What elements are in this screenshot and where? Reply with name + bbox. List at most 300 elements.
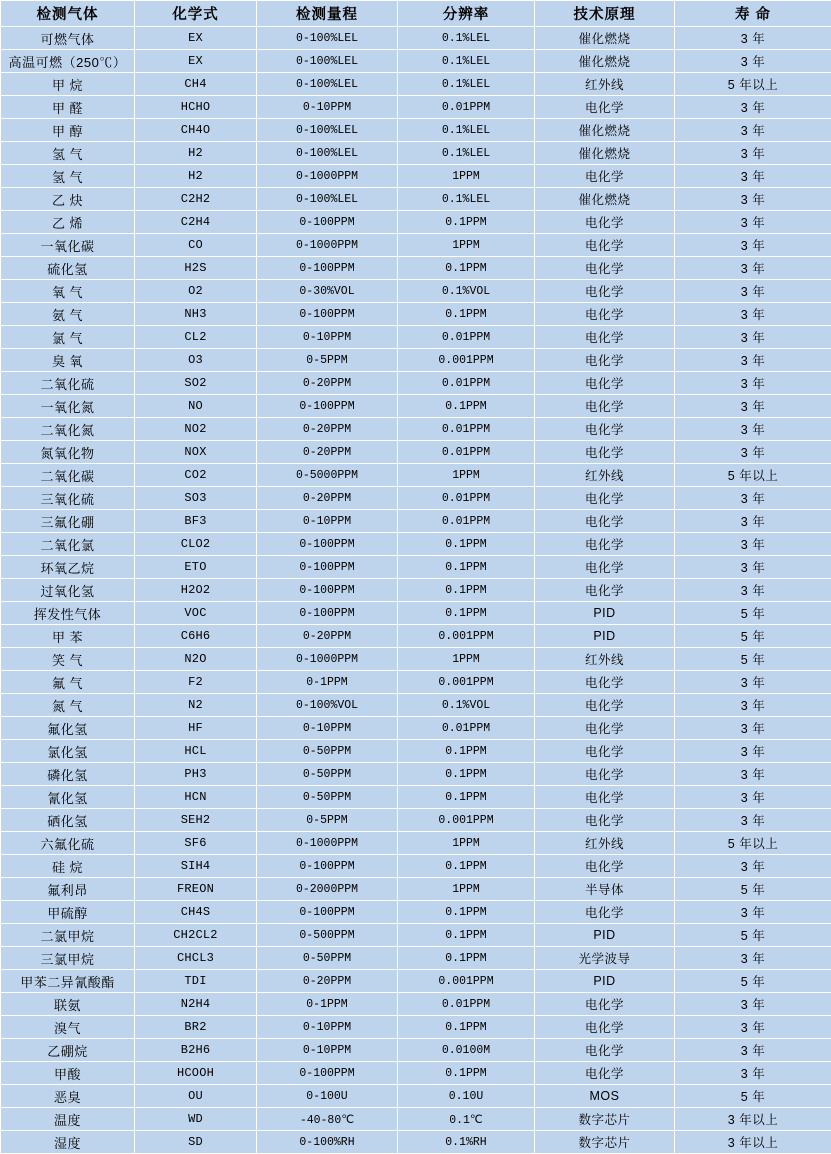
cell-resolution: 1PPM — [398, 234, 535, 257]
cell-gas: 硫化氢 — [1, 257, 135, 280]
cell-principle: MOS — [535, 1085, 675, 1108]
cell-lifetime: 3 年 — [675, 211, 831, 234]
cell-gas: 甲 醛 — [1, 96, 135, 119]
cell-gas: 一氧化氮 — [1, 395, 135, 418]
cell-formula: N2 — [135, 694, 257, 717]
table-row — [1, 487, 831, 510]
cell-formula: CL2 — [135, 326, 257, 349]
table-row — [1, 855, 831, 878]
cell-gas: 过氧化氢 — [1, 579, 135, 602]
cell-principle: 红外线 — [535, 832, 675, 855]
cell-formula: SF6 — [135, 832, 257, 855]
table-row — [1, 1085, 831, 1108]
cell-formula: C2H4 — [135, 211, 257, 234]
cell-gas: 甲 醇 — [1, 119, 135, 142]
cell-resolution: 0.1PPM — [398, 533, 535, 556]
cell-formula: HCN — [135, 786, 257, 809]
table-row — [1, 372, 831, 395]
cell-resolution: 0.1PPM — [398, 303, 535, 326]
table-row — [1, 73, 831, 96]
cell-lifetime: 5 年 — [675, 648, 831, 671]
cell-formula: CH4 — [135, 73, 257, 96]
cell-resolution: 0.1PPM — [398, 763, 535, 786]
cell-resolution: 0.1PPM — [398, 211, 535, 234]
cell-lifetime: 3 年 — [675, 349, 831, 372]
cell-resolution: 1PPM — [398, 464, 535, 487]
cell-range: 0-50PPM — [257, 786, 398, 809]
cell-formula: EX — [135, 27, 257, 50]
cell-gas: 二氧化硫 — [1, 372, 135, 395]
cell-resolution: 0.001PPM — [398, 671, 535, 694]
cell-resolution: 0.1%LEL — [398, 188, 535, 211]
cell-formula: H2O2 — [135, 579, 257, 602]
cell-range: 0-100PPM — [257, 257, 398, 280]
cell-lifetime: 3 年 — [675, 119, 831, 142]
cell-formula: HF — [135, 717, 257, 740]
cell-range: 0-5PPM — [257, 809, 398, 832]
cell-range: 0-100PPM — [257, 395, 398, 418]
cell-resolution: 0.01PPM — [398, 418, 535, 441]
table-header — [1, 1, 831, 27]
cell-principle: 电化学 — [535, 533, 675, 556]
cell-formula: C6H6 — [135, 625, 257, 648]
cell-formula: OU — [135, 1085, 257, 1108]
cell-gas: 氰化氢 — [1, 786, 135, 809]
cell-principle: 电化学 — [535, 809, 675, 832]
table-row — [1, 625, 831, 648]
cell-resolution: 0.1PPM — [398, 257, 535, 280]
cell-formula: NOX — [135, 441, 257, 464]
cell-range: 0-100PPM — [257, 556, 398, 579]
cell-formula: EX — [135, 50, 257, 73]
cell-principle: 电化学 — [535, 418, 675, 441]
table-row — [1, 1131, 831, 1154]
cell-range: 0-5000PPM — [257, 464, 398, 487]
cell-resolution: 0.1%LEL — [398, 142, 535, 165]
cell-lifetime: 3 年 — [675, 1062, 831, 1085]
table-row — [1, 602, 831, 625]
cell-lifetime: 5 年 — [675, 1085, 831, 1108]
cell-lifetime: 3 年 — [675, 1039, 831, 1062]
cell-principle: 电化学 — [535, 280, 675, 303]
cell-gas: 三氧化硫 — [1, 487, 135, 510]
table-header-row — [1, 1, 831, 27]
cell-principle: 催化燃烧 — [535, 188, 675, 211]
cell-gas: 温度 — [1, 1108, 135, 1131]
cell-gas: 氮氧化物 — [1, 441, 135, 464]
table-row — [1, 510, 831, 533]
cell-formula: BF3 — [135, 510, 257, 533]
cell-principle: 数字芯片 — [535, 1131, 675, 1154]
table-row — [1, 947, 831, 970]
cell-principle: 电化学 — [535, 579, 675, 602]
cell-principle: 半导体 — [535, 878, 675, 901]
cell-formula: NO — [135, 395, 257, 418]
cell-resolution: 0.1PPM — [398, 395, 535, 418]
cell-range: 0-100PPM — [257, 579, 398, 602]
cell-resolution: 0.1%LEL — [398, 50, 535, 73]
cell-resolution: 0.1%LEL — [398, 27, 535, 50]
cell-resolution: 0.001PPM — [398, 809, 535, 832]
cell-lifetime: 3 年 — [675, 579, 831, 602]
cell-gas: 二氧化氯 — [1, 533, 135, 556]
cell-lifetime: 5 年 — [675, 924, 831, 947]
cell-range: 0-20PPM — [257, 625, 398, 648]
cell-resolution: 0.1PPM — [398, 786, 535, 809]
cell-principle: PID — [535, 970, 675, 993]
cell-principle: 电化学 — [535, 1016, 675, 1039]
cell-formula: NH3 — [135, 303, 257, 326]
table-row — [1, 303, 831, 326]
cell-range: 0-100PPM — [257, 602, 398, 625]
cell-principle: 电化学 — [535, 671, 675, 694]
cell-lifetime: 3 年以上 — [675, 1108, 831, 1131]
cell-principle: PID — [535, 924, 675, 947]
cell-resolution: 0.0100M — [398, 1039, 535, 1062]
cell-range: 0-30%VOL — [257, 280, 398, 303]
cell-principle: 电化学 — [535, 372, 675, 395]
cell-principle: 红外线 — [535, 648, 675, 671]
cell-formula: WD — [135, 1108, 257, 1131]
cell-lifetime: 5 年 — [675, 602, 831, 625]
cell-principle: 数字芯片 — [535, 1108, 675, 1131]
cell-range: 0-20PPM — [257, 372, 398, 395]
cell-resolution: 0.01PPM — [398, 510, 535, 533]
cell-formula: F2 — [135, 671, 257, 694]
cell-gas: 硒化氢 — [1, 809, 135, 832]
cell-gas: 挥发性气体 — [1, 602, 135, 625]
cell-principle: 催化燃烧 — [535, 142, 675, 165]
cell-principle: 电化学 — [535, 234, 675, 257]
cell-range: 0-1PPM — [257, 993, 398, 1016]
cell-gas: 氟利昂 — [1, 878, 135, 901]
cell-formula: CH2CL2 — [135, 924, 257, 947]
cell-principle: 电化学 — [535, 349, 675, 372]
cell-range: -40-80℃ — [257, 1108, 398, 1131]
cell-range: 0-100%LEL — [257, 142, 398, 165]
table-row — [1, 326, 831, 349]
cell-range: 0-10PPM — [257, 1016, 398, 1039]
cell-lifetime: 5 年以上 — [675, 73, 831, 96]
table-row — [1, 579, 831, 602]
cell-resolution: 0.001PPM — [398, 349, 535, 372]
cell-formula: HCOOH — [135, 1062, 257, 1085]
cell-formula: HCL — [135, 740, 257, 763]
table-row — [1, 740, 831, 763]
cell-principle: 电化学 — [535, 1062, 675, 1085]
cell-resolution: 0.1PPM — [398, 1016, 535, 1039]
cell-formula: N2O — [135, 648, 257, 671]
table-row — [1, 165, 831, 188]
cell-lifetime: 3 年 — [675, 326, 831, 349]
cell-lifetime: 3 年 — [675, 487, 831, 510]
cell-range: 0-10PPM — [257, 510, 398, 533]
cell-formula: BR2 — [135, 1016, 257, 1039]
table-row — [1, 694, 831, 717]
cell-gas: 氧 气 — [1, 280, 135, 303]
cell-resolution: 0.10U — [398, 1085, 535, 1108]
cell-gas: 溴气 — [1, 1016, 135, 1039]
table-row — [1, 234, 831, 257]
cell-range: 0-100%LEL — [257, 73, 398, 96]
table-row — [1, 349, 831, 372]
cell-lifetime: 3 年 — [675, 510, 831, 533]
cell-lifetime: 3 年 — [675, 993, 831, 1016]
cell-range: 0-5PPM — [257, 349, 398, 372]
cell-gas: 硅 烷 — [1, 855, 135, 878]
table-row — [1, 257, 831, 280]
cell-range: 0-50PPM — [257, 763, 398, 786]
cell-principle: 电化学 — [535, 786, 675, 809]
table-row — [1, 533, 831, 556]
cell-principle: 电化学 — [535, 326, 675, 349]
cell-resolution: 0.1PPM — [398, 579, 535, 602]
cell-formula: VOC — [135, 602, 257, 625]
cell-resolution: 0.1PPM — [398, 855, 535, 878]
cell-lifetime: 3 年 — [675, 188, 831, 211]
cell-range: 0-10PPM — [257, 717, 398, 740]
cell-formula: TDI — [135, 970, 257, 993]
cell-principle: 电化学 — [535, 694, 675, 717]
table-row — [1, 786, 831, 809]
cell-formula: CLO2 — [135, 533, 257, 556]
cell-resolution: 0.001PPM — [398, 625, 535, 648]
cell-formula: FREON — [135, 878, 257, 901]
cell-gas: 二氧化氮 — [1, 418, 135, 441]
cell-gas: 甲硫醇 — [1, 901, 135, 924]
cell-principle: 电化学 — [535, 395, 675, 418]
cell-lifetime: 3 年 — [675, 671, 831, 694]
cell-lifetime: 3 年 — [675, 165, 831, 188]
cell-resolution: 0.1PPM — [398, 740, 535, 763]
table-row — [1, 464, 831, 487]
cell-resolution: 0.01PPM — [398, 372, 535, 395]
table-row — [1, 395, 831, 418]
table-row — [1, 809, 831, 832]
table-row — [1, 211, 831, 234]
column-header-gas: 检测气体 — [1, 1, 135, 27]
cell-lifetime: 3 年 — [675, 257, 831, 280]
cell-principle: 电化学 — [535, 717, 675, 740]
cell-lifetime: 5 年以上 — [675, 832, 831, 855]
cell-gas: 氨 气 — [1, 303, 135, 326]
cell-gas: 可燃气体 — [1, 27, 135, 50]
cell-formula: CHCL3 — [135, 947, 257, 970]
table-row — [1, 142, 831, 165]
table-row — [1, 717, 831, 740]
cell-gas: 磷化氢 — [1, 763, 135, 786]
table-row — [1, 832, 831, 855]
cell-gas: 氟 气 — [1, 671, 135, 694]
cell-lifetime: 3 年 — [675, 786, 831, 809]
cell-principle: 红外线 — [535, 73, 675, 96]
cell-principle: 电化学 — [535, 763, 675, 786]
cell-formula: O3 — [135, 349, 257, 372]
table-body — [1, 27, 831, 1154]
cell-gas: 氢 气 — [1, 165, 135, 188]
cell-formula: SO2 — [135, 372, 257, 395]
cell-range: 0-100%LEL — [257, 188, 398, 211]
cell-resolution: 0.1%VOL — [398, 280, 535, 303]
cell-gas: 一氧化碳 — [1, 234, 135, 257]
cell-gas: 湿度 — [1, 1131, 135, 1154]
table-row — [1, 763, 831, 786]
cell-lifetime: 3 年 — [675, 372, 831, 395]
cell-resolution: 0.1%LEL — [398, 73, 535, 96]
cell-principle: 电化学 — [535, 855, 675, 878]
cell-formula: PH3 — [135, 763, 257, 786]
cell-lifetime: 3 年 — [675, 1016, 831, 1039]
cell-formula: SO3 — [135, 487, 257, 510]
cell-range: 0-1000PPM — [257, 234, 398, 257]
cell-lifetime: 5 年 — [675, 878, 831, 901]
cell-resolution: 0.01PPM — [398, 326, 535, 349]
cell-range: 0-100PPM — [257, 533, 398, 556]
cell-lifetime: 3 年 — [675, 694, 831, 717]
cell-lifetime: 3 年 — [675, 303, 831, 326]
cell-range: 0-20PPM — [257, 970, 398, 993]
cell-principle: 催化燃烧 — [535, 119, 675, 142]
table-row — [1, 280, 831, 303]
cell-lifetime: 3 年 — [675, 901, 831, 924]
cell-principle: 电化学 — [535, 441, 675, 464]
cell-principle: PID — [535, 602, 675, 625]
column-header-resolution: 分辨率 — [398, 1, 535, 27]
cell-range: 0-1000PPM — [257, 832, 398, 855]
cell-range: 0-100PPM — [257, 303, 398, 326]
cell-gas: 笑 气 — [1, 648, 135, 671]
table-row — [1, 27, 831, 50]
cell-lifetime: 3 年 — [675, 441, 831, 464]
cell-lifetime: 3 年 — [675, 556, 831, 579]
cell-gas: 二氧化碳 — [1, 464, 135, 487]
cell-resolution: 1PPM — [398, 648, 535, 671]
cell-gas: 环氧乙烷 — [1, 556, 135, 579]
cell-range: 0-1000PPM — [257, 165, 398, 188]
cell-lifetime: 3 年 — [675, 96, 831, 119]
cell-lifetime: 5 年 — [675, 625, 831, 648]
table-row — [1, 418, 831, 441]
table-row — [1, 970, 831, 993]
cell-principle: 催化燃烧 — [535, 50, 675, 73]
cell-principle: 电化学 — [535, 96, 675, 119]
column-header-lifetime: 寿 命 — [675, 1, 831, 27]
cell-resolution: 0.01PPM — [398, 441, 535, 464]
cell-formula: O2 — [135, 280, 257, 303]
table-row — [1, 188, 831, 211]
cell-range: 0-10PPM — [257, 96, 398, 119]
table-row — [1, 1016, 831, 1039]
cell-gas: 甲苯二异氰酸酯 — [1, 970, 135, 993]
table-row — [1, 993, 831, 1016]
cell-gas: 二氯甲烷 — [1, 924, 135, 947]
table-row — [1, 96, 831, 119]
cell-formula: SD — [135, 1131, 257, 1154]
cell-formula: SIH4 — [135, 855, 257, 878]
cell-resolution: 0.1PPM — [398, 602, 535, 625]
cell-lifetime: 3 年以上 — [675, 1131, 831, 1154]
cell-formula: CO — [135, 234, 257, 257]
cell-range: 0-50PPM — [257, 740, 398, 763]
table-row — [1, 648, 831, 671]
cell-range: 0-100PPM — [257, 1062, 398, 1085]
cell-range: 0-20PPM — [257, 418, 398, 441]
cell-principle: 电化学 — [535, 257, 675, 280]
cell-range: 0-100PPM — [257, 855, 398, 878]
table-row — [1, 671, 831, 694]
cell-formula: NO2 — [135, 418, 257, 441]
cell-lifetime: 3 年 — [675, 763, 831, 786]
cell-lifetime: 3 年 — [675, 533, 831, 556]
cell-lifetime: 3 年 — [675, 50, 831, 73]
cell-resolution: 1PPM — [398, 165, 535, 188]
cell-gas: 臭 氧 — [1, 349, 135, 372]
cell-formula: CH4S — [135, 901, 257, 924]
cell-lifetime: 3 年 — [675, 280, 831, 303]
cell-gas: 三氯甲烷 — [1, 947, 135, 970]
cell-lifetime: 3 年 — [675, 947, 831, 970]
cell-formula: ETO — [135, 556, 257, 579]
cell-range: 0-50PPM — [257, 947, 398, 970]
cell-principle: 电化学 — [535, 1039, 675, 1062]
cell-range: 0-10PPM — [257, 326, 398, 349]
cell-formula: CO2 — [135, 464, 257, 487]
cell-resolution: 0.01PPM — [398, 717, 535, 740]
table-row — [1, 1039, 831, 1062]
column-header-formula: 化学式 — [135, 1, 257, 27]
cell-lifetime: 5 年 — [675, 970, 831, 993]
cell-lifetime: 3 年 — [675, 855, 831, 878]
column-header-range: 检测量程 — [257, 1, 398, 27]
cell-lifetime: 5 年以上 — [675, 464, 831, 487]
cell-range: 0-100%RH — [257, 1131, 398, 1154]
cell-resolution: 0.1PPM — [398, 901, 535, 924]
cell-range: 0-100PPM — [257, 901, 398, 924]
cell-range: 0-10PPM — [257, 1039, 398, 1062]
table-row — [1, 119, 831, 142]
cell-gas: 乙 炔 — [1, 188, 135, 211]
cell-principle: 电化学 — [535, 510, 675, 533]
table-row — [1, 441, 831, 464]
table-row — [1, 50, 831, 73]
cell-lifetime: 3 年 — [675, 234, 831, 257]
cell-gas: 高温可燃（250℃） — [1, 50, 135, 73]
cell-resolution: 0.01PPM — [398, 487, 535, 510]
cell-formula: CH4O — [135, 119, 257, 142]
cell-gas: 三氟化硼 — [1, 510, 135, 533]
cell-resolution: 0.01PPM — [398, 96, 535, 119]
cell-resolution: 0.1PPM — [398, 947, 535, 970]
cell-formula: H2S — [135, 257, 257, 280]
table-row — [1, 924, 831, 947]
cell-range: 0-500PPM — [257, 924, 398, 947]
cell-gas: 氯化氢 — [1, 740, 135, 763]
cell-gas: 氟化氢 — [1, 717, 135, 740]
cell-principle: 电化学 — [535, 165, 675, 188]
cell-gas: 甲酸 — [1, 1062, 135, 1085]
cell-resolution: 0.001PPM — [398, 970, 535, 993]
cell-formula: H2 — [135, 142, 257, 165]
cell-range: 0-2000PPM — [257, 878, 398, 901]
cell-principle: 电化学 — [535, 901, 675, 924]
cell-principle: 电化学 — [535, 993, 675, 1016]
cell-formula: C2H2 — [135, 188, 257, 211]
cell-principle: 光学波导 — [535, 947, 675, 970]
cell-lifetime: 3 年 — [675, 717, 831, 740]
cell-resolution: 0.1℃ — [398, 1108, 535, 1131]
cell-resolution: 0.1PPM — [398, 1062, 535, 1085]
cell-gas: 联氨 — [1, 993, 135, 1016]
